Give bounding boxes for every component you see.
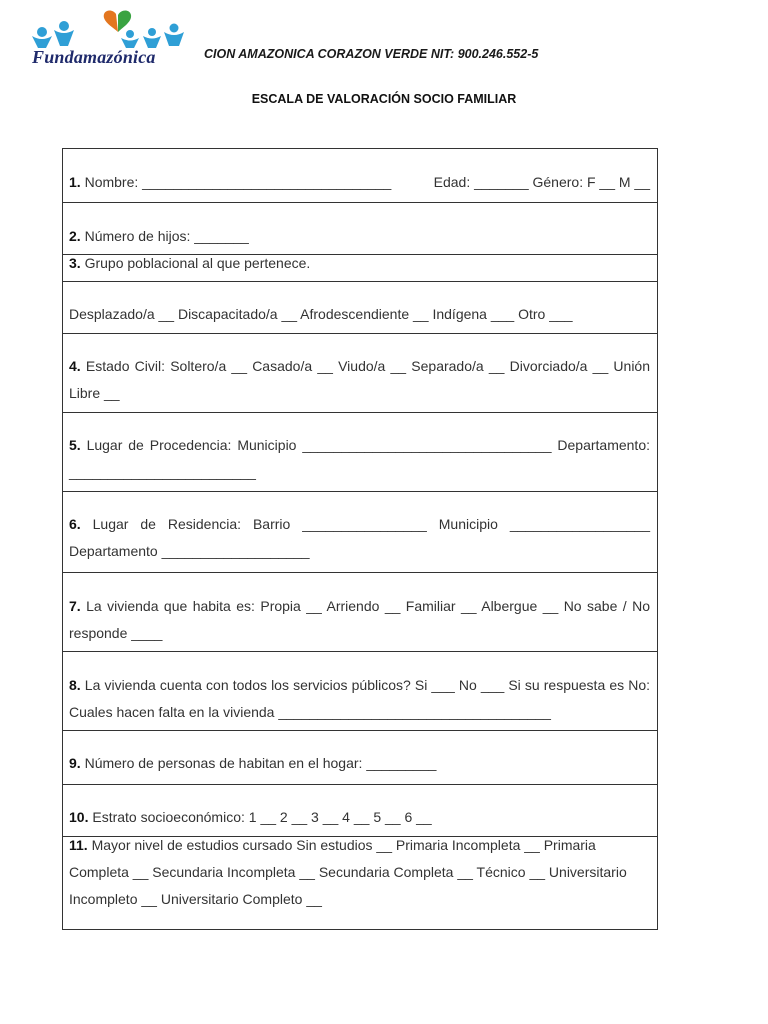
q7-text[interactable]: 7. La vivienda que habita es: Propia __ Arriendo __ Familiar __ Albergue __ No sabe / No responde ____ (69, 598, 651, 641)
row-q1 (63, 149, 657, 203)
q5-text[interactable]: 5. Lugar de Procedencia: Municipio ________________________________ Departamento: ________________________ (69, 437, 650, 480)
row-q8 (63, 652, 657, 731)
row-q9 (63, 731, 657, 785)
q10-text[interactable]: 10. Estrato socioeconómico: 1 __ 2 __ 3 __ 4 __ 5 __ 6 __ (69, 809, 432, 825)
q3-options[interactable]: Desplazado/a __ Discapacitado/a __ Afrodescendiente __ Indígena ___ Otro ___ (69, 306, 573, 322)
q1-right[interactable]: Edad: _______ Género: F __ M __ (433, 174, 650, 190)
row-q7 (63, 573, 657, 652)
row-q3-options (63, 282, 657, 334)
q11-text[interactable]: 11. Mayor nivel de estudios cursado Sin estudios __ Primaria Incompleta __ Primaria Completa __ Secundaria Incompleta __ Secundaria Completa __ Técnico __ Universitario Incompleto __ Universitario Completo __ (69, 837, 627, 907)
row-q2 (63, 203, 657, 255)
row-q11 (63, 837, 657, 929)
logo-figures-icon (32, 6, 204, 50)
logo-heart-left (104, 11, 118, 32)
logo-heart-right (118, 11, 131, 33)
row-q10 (63, 785, 657, 837)
form-table (62, 148, 658, 930)
q6-text[interactable]: 6. Lugar de Residencia: Barrio ________________ Municipio __________________ Departamento ___________________ (69, 516, 650, 559)
logo-text: Fundamazónica (32, 47, 156, 67)
q4-text[interactable]: 4. Estado Civil: Soltero/a __ Casado/a __ Viudo/a __ Separado/a __ Divorciado/a __ Unión Libre __ (69, 358, 651, 401)
row-q3 (63, 255, 657, 282)
row-q5 (63, 413, 657, 492)
organization-line: CION AMAZONICA CORAZON VERDE NIT: 900.246.552-5 (204, 47, 539, 61)
q1-left[interactable]: 1. Nombre: ________________________________ (69, 174, 392, 190)
q9-text[interactable]: 9. Número de personas de habitan en el hogar: _________ (69, 755, 437, 771)
q2-text[interactable]: 2. Número de hijos: _______ (69, 228, 249, 244)
form-title: ESCALA DE VALORACIÓN SOCIO FAMILIAR (251, 92, 517, 106)
fundamazonica-logo (32, 6, 204, 66)
q8-text[interactable]: 8. La vivienda cuenta con todos los servicios públicos? Si ___ No ___ Si su respuesta es No: Cuales hacen falta en la vivienda ___________________________________ (69, 677, 651, 720)
q3-text: 3. Grupo poblacional al que pertenece. (69, 255, 311, 271)
row-q4 (63, 334, 657, 413)
row-q6 (63, 492, 657, 573)
